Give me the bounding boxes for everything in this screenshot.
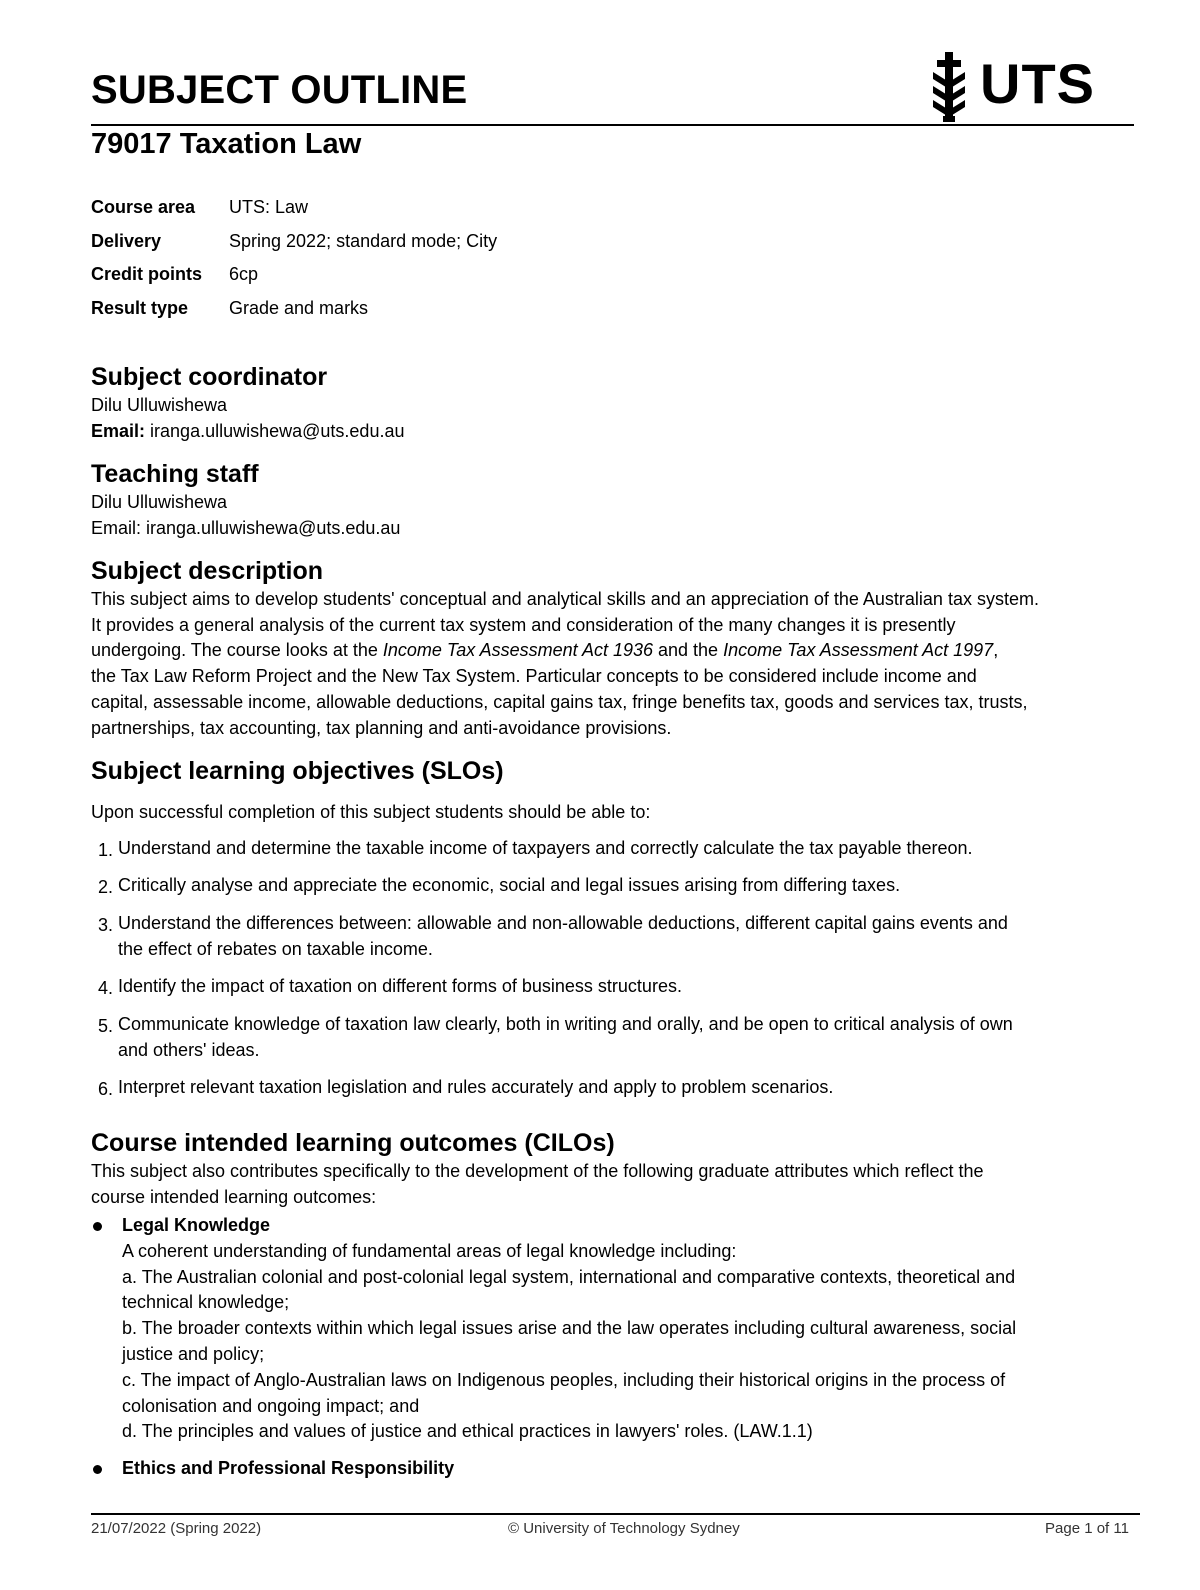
footer-page-number: Page 1 of 11 — [1045, 1520, 1129, 1537]
slo-heading: Subject learning objectives (SLOs) — [91, 757, 504, 785]
cilo-line: c. The impact of Anglo-Australian laws on Indigenous peoples, including their historical origins in the process of — [122, 1369, 1006, 1390]
uts-logo-text: UTS — [980, 52, 1095, 115]
meta-row — [91, 262, 497, 296]
description-line — [91, 638, 1141, 664]
meta-key: Result type — [91, 297, 189, 318]
description-section — [91, 555, 1141, 741]
bullet-icon — [93, 1465, 102, 1474]
slo-number: 2. — [98, 877, 114, 897]
slo-line: Identify the impact of taxation on different forms of business structures. — [118, 976, 682, 996]
email-label: Email: — [91, 420, 146, 441]
coordinator-section — [91, 361, 1141, 444]
uts-logo — [928, 50, 1098, 124]
cilo-line: a. The Australian colonial and post-colonial legal system, international and comparative contexts, theoretical and — [122, 1266, 1016, 1287]
slo-line: Understand the differences between: allowable and non-allowable deductions, different capital gains events and — [118, 913, 1008, 933]
staff-name: Dilu Ulluwishewa — [91, 492, 228, 512]
description-line: partnerships, tax accounting, tax planning and anti-avoidance provisions. — [91, 717, 672, 738]
slo-number: 5. — [98, 1016, 114, 1036]
description-text: , — [993, 640, 999, 661]
act-1997: Income Tax Assessment Act 1997 — [723, 640, 994, 661]
slo-text — [118, 911, 1118, 962]
coordinator-email-link[interactable]: iranga.ulluwishewa@uts.edu.au — [150, 420, 405, 441]
footer-rule — [91, 1513, 1140, 1515]
cilo-line: colonisation and ongoing impact; and — [122, 1395, 420, 1416]
cilo-line: technical knowledge; — [122, 1292, 290, 1313]
slo-line: Critically analyse and appreciate the economic, social and legal issues arising from differing taxes. — [118, 875, 901, 895]
slo-line: the effect of rebates on taxable income. — [118, 938, 433, 959]
cilo-intro-line: course intended learning outcomes: — [91, 1186, 377, 1207]
coordinator-email — [91, 419, 1141, 445]
slo-line: Understand and determine the taxable income of taxpayers and correctly calculate the tax payable thereon. — [118, 838, 973, 858]
slo-text — [118, 873, 1118, 899]
subject-title: 79017 Taxation Law — [91, 128, 362, 160]
cilo-item-title: Legal Knowledge — [122, 1215, 271, 1235]
staff-email: Email: iranga.ulluwishewa@uts.edu.au — [91, 517, 401, 538]
slo-text — [118, 1075, 1118, 1101]
slo-number: 1. — [98, 840, 114, 860]
cilo-item-body — [122, 1456, 1132, 1482]
meta-key: Course area — [91, 197, 196, 217]
header-rule — [91, 124, 1134, 126]
description-text: undergoing. The course looks at the — [91, 640, 383, 661]
meta-value: Grade and marks — [229, 297, 369, 318]
description-line: capital, assessable income, allowable deductions, capital gains tax, fringe benefits tax, goods and services tax, trusts, — [91, 691, 1028, 712]
slo-intro: Upon successful completion of this subject students should be able to: — [91, 802, 651, 822]
staff-heading: Teaching staff — [91, 460, 259, 488]
cilo-intro-line: This subject also contributes specifically to the development of the following graduate attributes which reflect the — [91, 1161, 984, 1181]
meta-row — [91, 229, 497, 263]
meta-row — [91, 296, 497, 330]
act-1936: Income Tax Assessment Act 1936 — [382, 640, 653, 661]
slo-line: Interpret relevant taxation legislation and rules accurately and apply to problem scenarios. — [118, 1077, 834, 1097]
cilo-line: A coherent understanding of fundamental areas of legal knowledge including: — [122, 1240, 737, 1261]
footer-date: 21/07/2022 (Spring 2022) — [91, 1520, 262, 1537]
slo-number: 6. — [98, 1079, 114, 1099]
coordinator-name: Dilu Ulluwishewa — [91, 395, 228, 415]
uts-crest-icon — [928, 50, 970, 124]
cilo-section — [91, 1127, 1141, 1478]
description-line: the Tax Law Reform Project and the New Tax System. Particular concepts to be considered include income and — [91, 666, 977, 687]
cilo-item-title: Ethics and Professional Responsibility — [122, 1458, 455, 1478]
description-line: It provides a general analysis of the current tax system and consideration of the many changes it is presently — [91, 614, 956, 635]
meta-value: UTS: Law — [229, 197, 309, 217]
slo-line: Communicate knowledge of taxation law clearly, both in writing and orally, and be open to critical analysis of own — [118, 1014, 1013, 1034]
cilo-line: b. The broader contexts within which legal issues arise and the law operates including cultural awareness, social — [122, 1318, 1017, 1339]
description-line: This subject aims to develop students' conceptual and analytical skills and an appreciation of the Australian tax system. — [91, 589, 1039, 609]
slo-section — [91, 755, 1141, 1099]
meta-key: Delivery — [91, 230, 162, 251]
footer-copyright: © University of Technology Sydney — [508, 1520, 740, 1537]
description-text: and the — [653, 640, 724, 661]
coordinator-heading: Subject coordinator — [91, 363, 328, 391]
slo-text — [118, 1012, 1118, 1063]
subject-meta — [91, 195, 497, 329]
meta-row — [91, 195, 497, 229]
document-title: SUBJECT OUTLINE — [91, 68, 468, 112]
bullet-icon — [93, 1222, 102, 1231]
cilo-item-body — [122, 1213, 1132, 1445]
slo-text — [118, 836, 1118, 862]
meta-key: Credit points — [91, 264, 202, 284]
cilo-line: justice and policy; — [122, 1343, 265, 1364]
slo-text — [118, 974, 1118, 1000]
cilo-line: d. The principles and values of justice and ethical practices in lawyers' roles. (LAW.1.1) — [122, 1421, 813, 1442]
meta-value: 6cp — [229, 264, 259, 284]
description-heading: Subject description — [91, 557, 323, 585]
slo-number: 3. — [98, 915, 114, 935]
slo-line: and others' ideas. — [118, 1039, 260, 1060]
cilo-heading: Course intended learning outcomes (CILOs) — [91, 1129, 615, 1157]
staff-section — [91, 458, 1141, 541]
slo-number: 4. — [98, 978, 114, 998]
meta-value: Spring 2022; standard mode; City — [229, 230, 498, 251]
